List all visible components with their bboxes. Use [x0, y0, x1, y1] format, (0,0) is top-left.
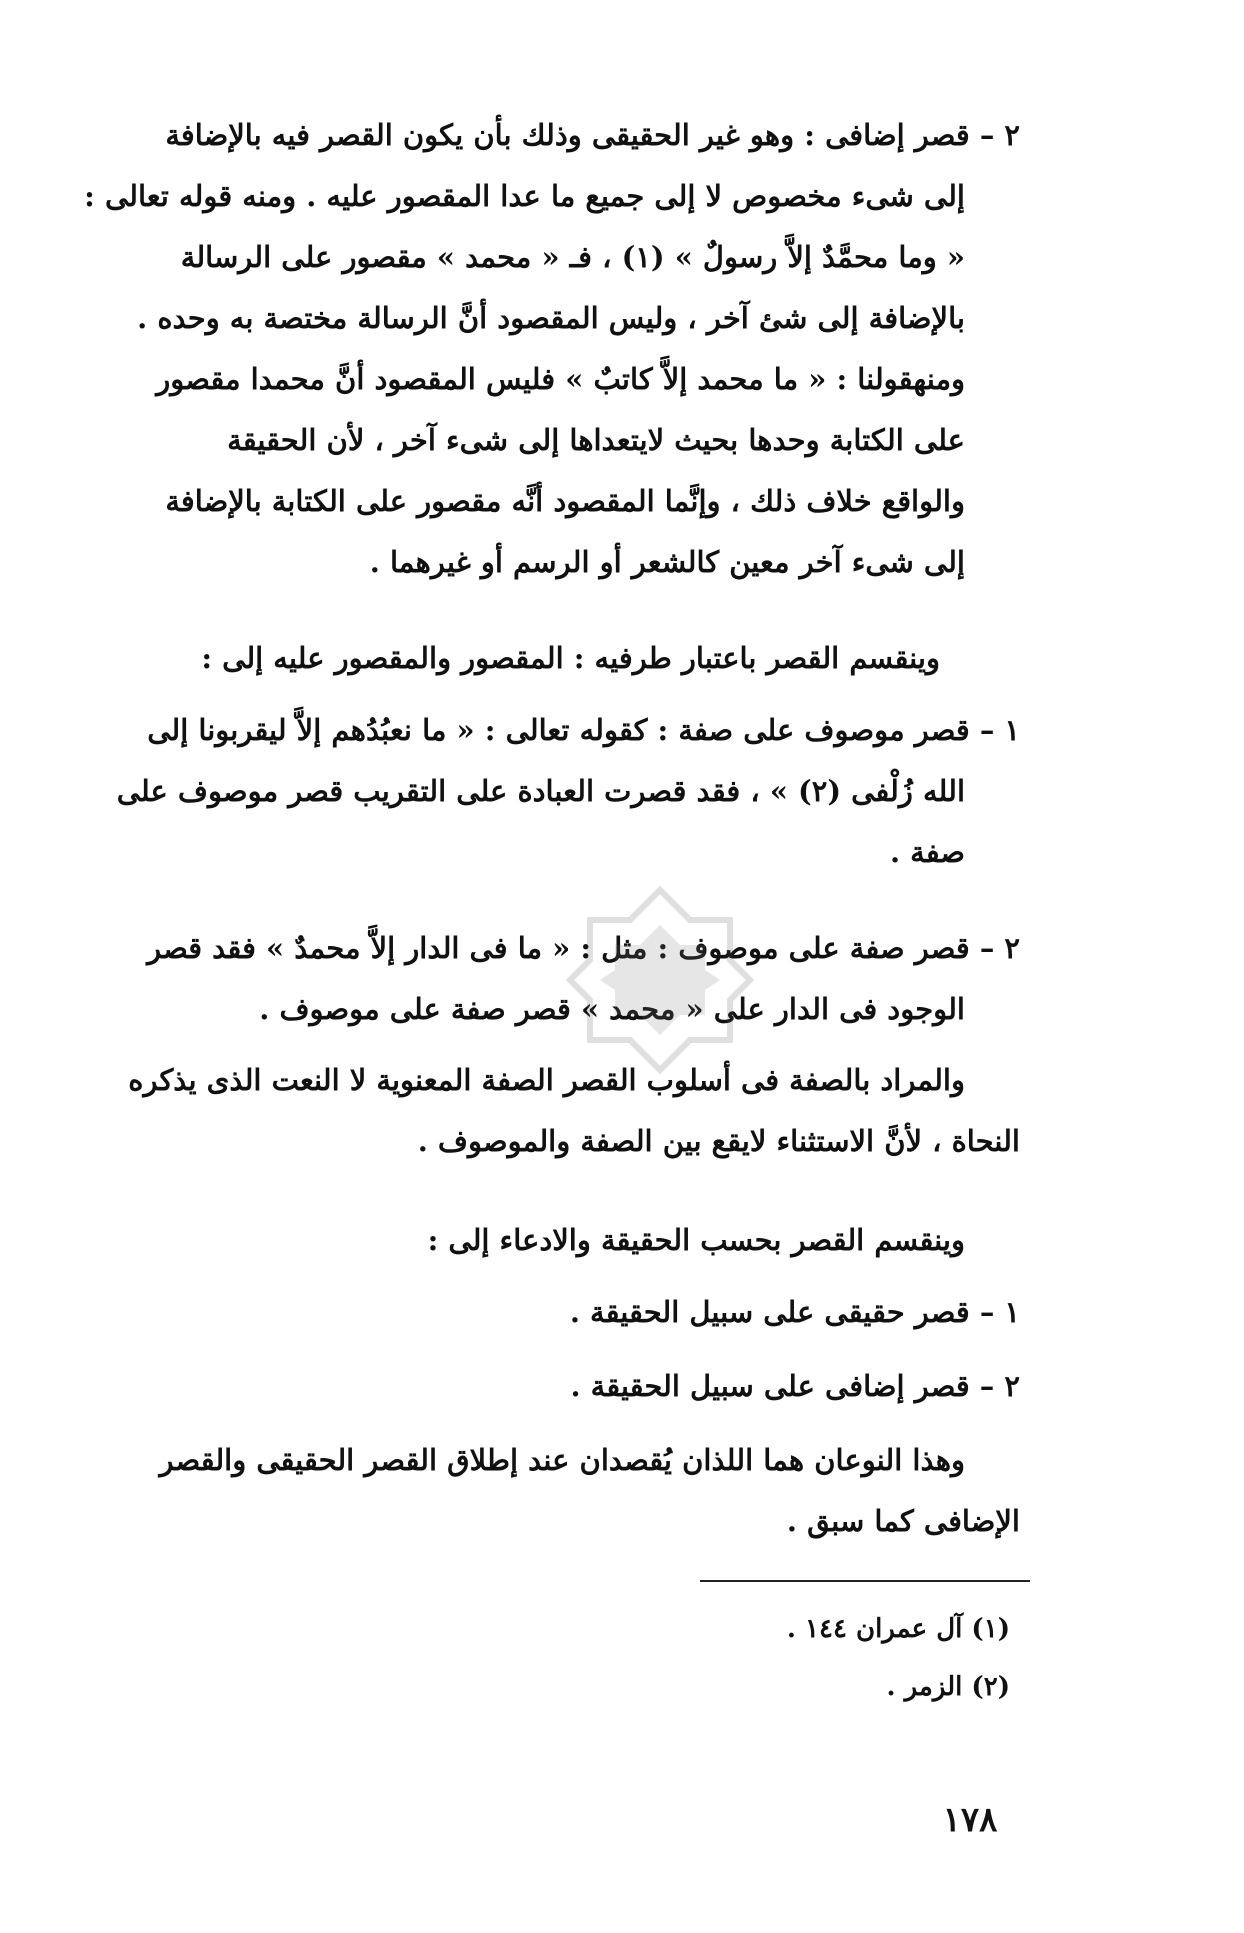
- text-line: إلى شىء آخر معين كالشعر أو الرسم أو غيرهما .: [369, 545, 965, 579]
- text-line: ١ – قصر حقيقى على سبيل الحقيقة .: [569, 1295, 1020, 1329]
- text-line: الإضافى كما سبق .: [786, 1504, 1020, 1538]
- text-line: على الكتابة وحدها بحيث لايتعداها إلى شىء آخر ، لأن الحقيقة: [227, 423, 965, 457]
- text-line: وينقسم القصر باعتبار طرفيه : المقصور والمقصور عليه إلى :: [201, 641, 940, 675]
- text-line: ٢ – قصر إضافى على سبيل الحقيقة .: [570, 1369, 1020, 1403]
- text-line: والواقع خلاف ذلك ، وإنَّما المقصود أنَّه مقصور على الكتابة بالإضافة: [165, 484, 965, 518]
- text-line: « وما محمَّدٌ إلاَّ رسولٌ » (١) ، فـ « محمد » مقصور على الرسالة: [180, 240, 965, 274]
- paragraph-conclusion: [120, 1430, 1020, 1552]
- page-number: ١٧٨: [942, 1800, 998, 1840]
- text-line: ومنهقولنا : « ما محمد إلاَّ كاتبٌ » فليس المقصود أنَّ محمدا مقصور: [156, 362, 965, 396]
- paragraph-mawsuf-ala-sifa: [116, 700, 1020, 883]
- text-line: صفة .: [889, 835, 965, 869]
- paragraph-division-by-truth: [120, 1210, 1020, 1271]
- text-line: وينقسم القصر بحسب الحقيقة والادعاء إلى :: [427, 1223, 965, 1257]
- text-line: ٢ – قصر صفة على موصوف : مثل : « ما فى الدار إلاَّ محمدٌ » فقد قصر: [147, 931, 1020, 965]
- text-line: إلى شىء مخصوص لا إلى جميع ما عدا المقصور عليه . ومنه قوله تعالى :: [84, 179, 965, 213]
- footnotes: [650, 1600, 1010, 1716]
- paragraph-division-by-parts: [120, 628, 995, 689]
- list-item-haqiqi: [120, 1282, 1020, 1343]
- text-line: ٢ – قصر إضافى : وهو غير الحقيقى وذلك بأن يكون القصر فيه بالإضافة: [165, 118, 1020, 152]
- footnote-2: (٢) الزمر .: [886, 1672, 1010, 1702]
- list-item-idafi: [120, 1356, 1020, 1417]
- text-line: الوجود فى الدار على « محمد » قصر صفة على موصوف .: [259, 992, 965, 1026]
- paragraph-idafi: [84, 105, 1020, 593]
- text-line: النحاة ، لأنَّ الاستثناء لايقع بين الصفة والموصوف .: [417, 1124, 1020, 1158]
- text-line: الله زُلْفى (٢) » ، فقد قصرت العبادة على التقريب قصر موصوف على: [116, 774, 965, 808]
- text-line: بالإضافة إلى شئ آخر ، وليس المقصود أنَّ الرسالة مختصة به وحده .: [137, 301, 965, 335]
- text-line: والمراد بالصفة فى أسلوب القصر الصفة المعنوية لا النعت الذى يذكره: [128, 1063, 965, 1097]
- footnote-separator: [700, 1580, 1030, 1582]
- footnote-1: (١) آل عمران ١٤٤ .: [786, 1614, 1010, 1644]
- watermark-logo: [560, 880, 760, 1080]
- text-line: وهذا النوعان هما اللذان يُقصدان عند إطلاق القصر الحقيقى والقصر: [159, 1443, 965, 1477]
- text-line: ١ – قصر موصوف على صفة : كقوله تعالى : « ما نعبُدُهم إلاَّ ليقربونا إلى: [147, 713, 1020, 747]
